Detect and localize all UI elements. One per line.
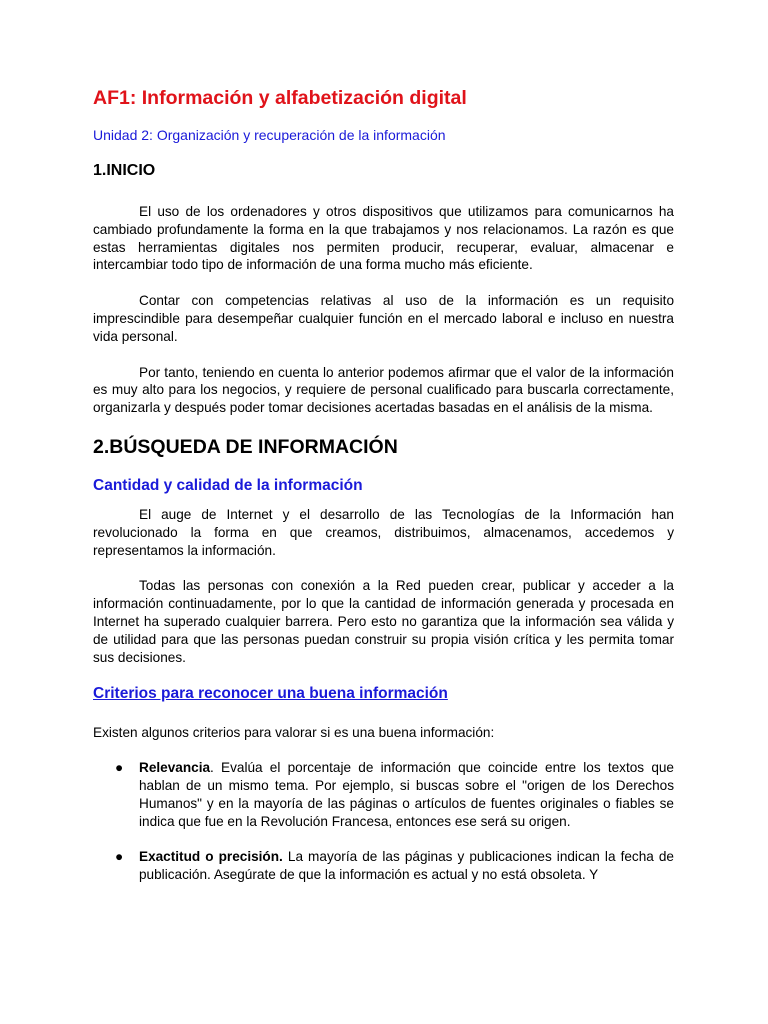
criteria-term: Relevancia [139, 760, 211, 776]
subheading-cantidad-calidad: Cantidad y calidad de la información [93, 476, 363, 494]
bullet-icon: ● [115, 849, 124, 865]
paragraph: El auge de Internet y el desarrollo de las Tecnologías de la Información han revolucionado la forma en que creamos, distribuimos, almacenamos, accedemos y representamos la información. [93, 506, 674, 558]
criteria-list [93, 759, 674, 884]
criteria-text: . Evalúa el porcentaje de información que coincide entre los textos que hablan de un mismo tema. Por ejemplo, si buscas sobre el "origen de los Derechos Humanos" y en la mayoría de las páginas o artículos de fuentes originales o fiables se indica que fue en la Revolución Francesa, entonces ese será su origen. [139, 760, 674, 829]
paragraph: Todas las personas con conexión a la Red pueden crear, publicar y acceder a la información continuadamente, por lo que la cantidad de información generada y procesada en Internet ha superado cualquier barrera. Pero esto no garantiza que la información sea válida y de utilidad para que las personas puedan construir su propia visión crítica y les permita tomar sus decisiones. [93, 578, 674, 665]
section-heading-inicio: 1.INICIO [93, 162, 156, 179]
paragraph: El uso de los ordenadores y otros dispositivos que utilizamos para comunicarnos ha cambiado profundamente la forma en la que trabajamos y nos relacionamos. La razón es que estas herramientas digitales nos permiten producir, recuperar, evaluar, almacenar e intercambiar todo tipo de información de una forma mucho más eficiente. [93, 204, 674, 273]
criteria-intro: Existen algunos criterios para valorar si es una buena información: [93, 725, 495, 741]
list-item [93, 848, 674, 884]
criteria-term: Exactitud o precisión. [139, 849, 283, 865]
paragraph: Contar con competencias relativas al uso de la información es un requisito imprescindible para desempeñar cualquier función en el mercado laboral e incluso en nuestra vida personal. [93, 293, 674, 344]
unit-title: Unidad 2: Organización y recuperación de la información [93, 127, 446, 143]
criteria-text: La mayoría de las páginas y publicaciones indican la fecha de publicación. Asegúrate de que la información es actual y no está obsoleta. Y [139, 849, 674, 883]
paragraph: Por tanto, teniendo en cuenta lo anterior podemos afirmar que el valor de la información es muy alto para los negocios, y requiere de personal cualificado para buscarla correctamente, organizarla y después poder tomar decisiones acertadas basadas en el análisis de la misma. [93, 364, 674, 416]
list-item [93, 759, 674, 830]
section-heading-busqueda: 2.BÚSQUEDA DE INFORMACIÓN [93, 435, 398, 458]
criteria-link[interactable]: Criterios para reconocer una buena información [93, 685, 448, 703]
document-title: AF1: Información y alfabetización digital [93, 87, 467, 109]
bullet-icon: ● [115, 760, 124, 776]
